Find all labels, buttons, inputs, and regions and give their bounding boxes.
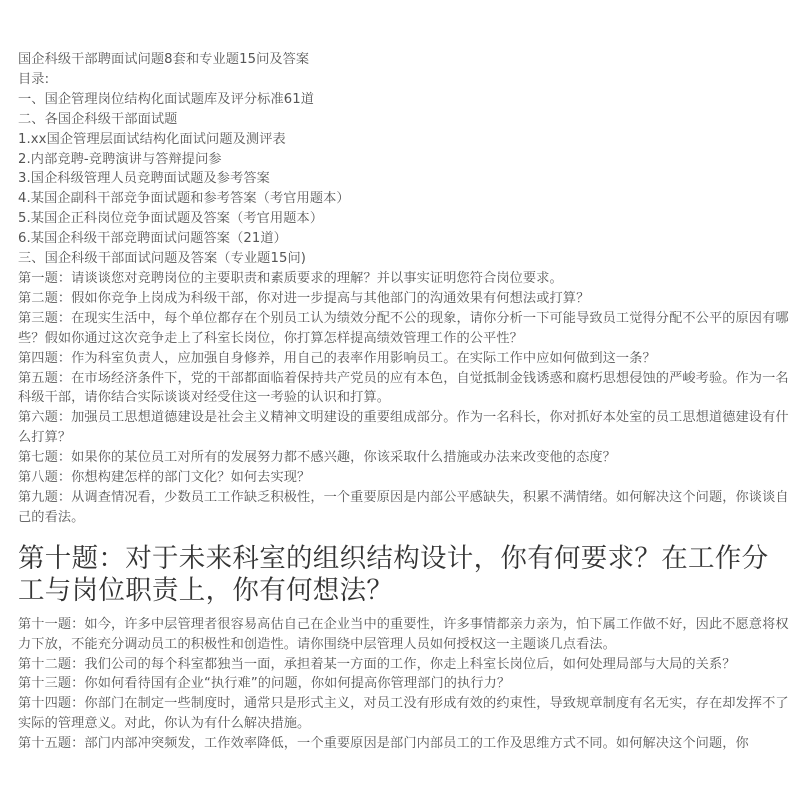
- question-item: 第十二题：我们公司的每个科室都独当一面，承担着某一方面的工作，你走上科室长岗位后，如何处理局部与大局的关系？: [18, 656, 736, 672]
- toc-item: 5.某国企正科岗位竞争面试题及答案（考官用题本）: [18, 211, 324, 227]
- question-item: 第十一题：如今，许多中层管理者很容易高估自己在企业当中的重要性，许多事情都亲力亲为，怕下属工作做不好，因此不愿意将权力下放，不能充分调动员工的积极性和创造性。请你围绕中层管理人员如何授权这一主题谈几点看法。: [18, 616, 789, 652]
- question-item: 第三题：在现实生活中，每个单位都存在个别员工认为绩效分配不公的现象，请你分析一下可能导致员工觉得分配不公平的原因有哪些？假如你通过这次竞争走上了科室长岗位，你打算怎样提高绩效管理工作的公平性？: [18, 310, 789, 346]
- question-item: 第十四题：你部门在制定一些制度时，通常只是形式主义，对员工没有形成有效的约束性，导致规章制度有名无实，存在却发挥不了实际的管理意义。对此，你认为有什么解决措施。: [18, 696, 789, 732]
- document-title: 国企科级干部聘面试问题8套和专业题15问及答案: [18, 52, 310, 67]
- question-item: 第十五题：部门内部冲突频发，工作效率降低，一个重要原因是部门内部员工的工作及思维方式不同。如何解决这个问题，你: [18, 736, 749, 752]
- toc-label: 目录:: [18, 71, 50, 87]
- question-list-continued: [18, 615, 792, 754]
- toc-item: 二、各国企科级干部面试题: [18, 111, 178, 127]
- toc-item: 6.某国企科级干部竞聘面试问题答案（21道）: [18, 231, 287, 247]
- question-item: 第八题：你想构建怎样的部门文化？如何去实现？: [18, 470, 311, 486]
- question-item: 第六题：加强员工思想道德建设是社会主义精神文明建设的重要组成部分。作为一名科长，你对抓好本处室的员工思想道德建设有什么打算？: [18, 410, 789, 446]
- question-item: 第五题：在市场经济条件下，党的干部都面临着保持共产党员的应有本色，自觉抵制金钱诱惑和腐朽思想侵蚀的严峻考验。作为一名科级干部，请你结合实际谈谈对经受住这一考验的认识和打算。: [18, 370, 789, 406]
- question-item: 第七题：如果你的某位员工对所有的发展努力都不感兴趣，你该采取什么措施或办法来改变他的态度？: [18, 450, 616, 466]
- toc-item: 三、国企科级干部面试问题及答案（专业题15问): [18, 251, 306, 267]
- question-item: 第四题：作为科室负责人，应加强自身修养，用自己的表率作用影响员工。在实际工作中应如何做到这一条？: [18, 350, 656, 366]
- question-item: 第十三题：你如何看待国有企业“执行难”的问题，你如何提高你管理部门的执行力？: [18, 676, 511, 692]
- toc-item: 3.国企科级管理人员竞聘面试题及参考答案: [18, 171, 270, 187]
- toc-item: 1.xx国企管理层面试结构化面试问题及测评表: [18, 131, 286, 147]
- document-body: [18, 50, 792, 754]
- question-item: 第二题：假如你竞争上岗成为科级干部，你对进一步提高与其他部门的沟通效果有何想法或打算？: [18, 290, 590, 306]
- question-item: 第九题：从调查情况看，少数员工工作缺乏积极性，一个重要原因是内部公平感缺失，积累不满情绪。如何解决这个问题，你谈谈自己的看法。: [18, 489, 789, 525]
- question-item: 第一题：请谈谈您对竞聘岗位的主要职责和素质要求的理解？并以事实证明您符合岗位要求。: [18, 270, 563, 286]
- toc-item: 2.内部竞聘-竞聘演讲与答辩提问参: [18, 151, 222, 167]
- toc-item: 4.某国企副科干部竞争面试题和参考答案（考官用题本）: [18, 191, 350, 207]
- question-10-heading: 第十题：对于未来科室的组织结构设计，你有何要求？在工作分工与岗位职责上，你有何想法？: [18, 542, 769, 606]
- document-intro: [18, 50, 792, 528]
- bottom-fade-overlay: [0, 755, 800, 800]
- toc-item: 一、国企管理岗位结构化面试题库及评分标准61道: [18, 91, 315, 107]
